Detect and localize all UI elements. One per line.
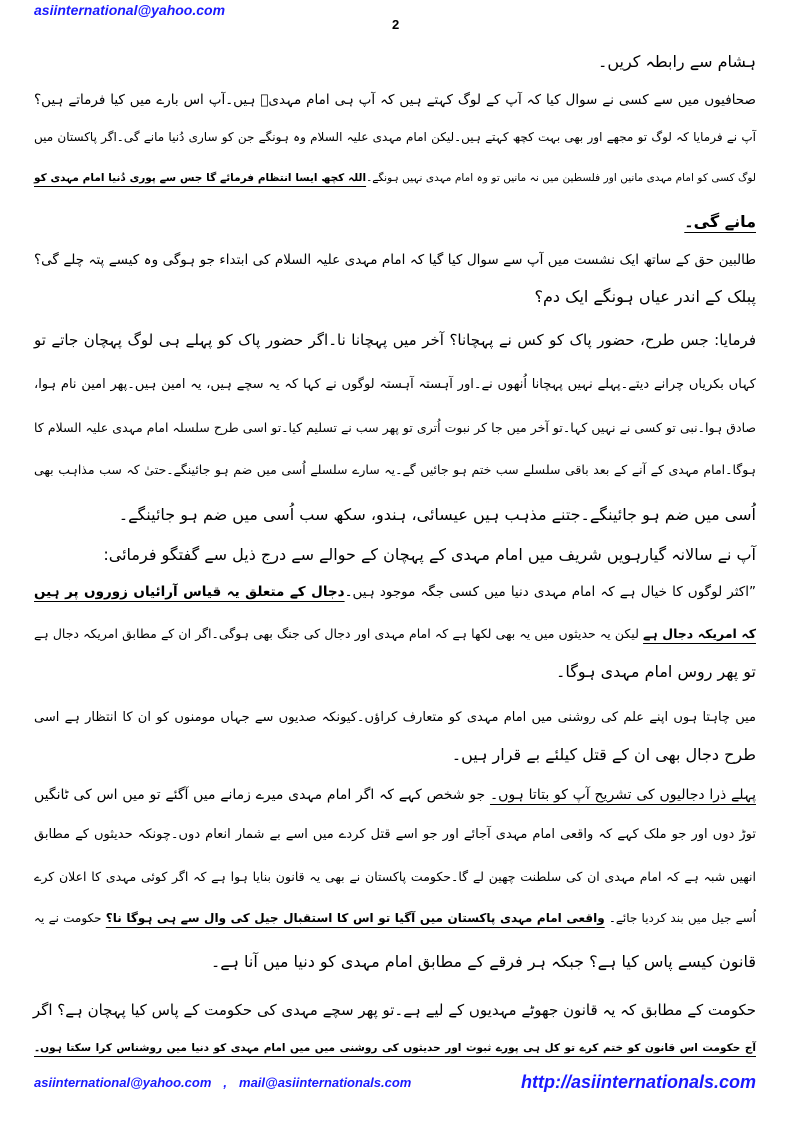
text-line [34, 453, 756, 487]
text-segment: انھیں شبہ ہے کہ امام مہدی ان کی سلطنت چھین لے گا۔حکومت پاکستان نے بھی یہ قانون بنایا ہوا ہے کہ اگر کوئی مہدی کا اعلان کرے [34, 869, 756, 884]
emphasized-text: دجال کے متعلق یہ قیاس آرائیاں زوروں پر ہیں [34, 584, 345, 600]
text-segment: لوگ کسی کو امام مہدی مانیں اور فلسطین میں نہ مانیں تو وہ امام مہدی نہیں ہونگے۔ [366, 172, 756, 184]
text-line [34, 860, 756, 894]
text-line [34, 161, 756, 195]
text-segment: صحافیوں میں سے کسی نے سوال کیا کہ آپ کے لوگ کہتے ہیں کہ آپ ہی امام مہدیؑ ہیں۔آپ اس بارے میں کیا فرماتے ہیں؟ [34, 92, 756, 108]
text-segment: حکومت کے مطابق کہ یہ قانون جھوٹے مہدیوں کے لیے ہے۔تو پھر سچے مہدی کی حکومت کے پاس کیا پہچان ہے؟ اگر [32, 1001, 756, 1019]
text-segment: لیکن یہ حدیثوں میں یہ بھی لکھا ہے کہ امام مہدی اور دجال کی جنگ بھی ہوگی۔اگر ان کے مطابق امریکہ دجال ہے [34, 626, 644, 641]
footer-email-mail[interactable]: mail@asiinternationals.com [239, 1075, 412, 1090]
text-segment: آپ نے فرمایا کہ لوگ تو مجھے اور بھی بہت کچھ کہتے ہیں۔لیکن امام مہدی علیہ السلام وہ ہونگے جن کو ساری دُنیا مانے گی۔اگر پاکستان میں [34, 130, 756, 144]
text-line [34, 1031, 756, 1065]
text-segment: ہوگا۔امام مہدی کے آنے کے بعد باقی سلسلے سب ختم ہو جائیں گے۔یہ سارے سلسلے اُسی میں ضم ہو جائینگے۔حتیٰ کہ سب مذاہب بھی [34, 462, 756, 477]
text-line [34, 575, 756, 609]
footer-website-link[interactable]: http://asiinternationals.com [520, 1072, 756, 1092]
text-segment: طالبین حق کے ساتھ ایک نشست میں آپ سے سوال کیا گیا کہ امام مہدی علیہ السلام کی ابتداء جو ہوگی وہ کیسے پتہ چلے گی؟ [34, 252, 756, 268]
text-segment: اُسی میں ضم ہو جائینگے۔جتنے مذہب ہیں عیسائی، ہندو، سکھ سب اُسی میں ضم ہو جائینگے۔ [118, 505, 756, 524]
footer-email-yahoo[interactable]: asiinternational@yahoo.com [34, 1075, 212, 1090]
footer-emails [34, 1075, 411, 1090]
header-email: asiinternational@yahoo.com [34, 2, 226, 18]
text-line [34, 538, 793, 572]
text-line [34, 280, 756, 314]
text-segment: ہشام سے رابطہ کریں۔ [597, 52, 756, 71]
text-segment: قانون کیسے پاس کیا ہے؟ جبکہ ہر فرقے کے مطابق امام مہدی کو دنیا میں آنا ہے۔ [210, 952, 756, 971]
text-segment: آپ نے سالانہ گیارہویں شریف میں امام مہدی کے پہچان کے حوالے سے درج ذیل سے گفتگو فرمائی: [103, 545, 756, 564]
page-number: 2 [392, 17, 400, 32]
text-segment: صادق ہوا۔نبی تو کسی نے نہیں کہا۔تو آخر میں جا کر نبوت اُتری تو پھر سب نے تسلیم کیا۔تو اسی طرح سلسلہ امام مہدی علیہ السلام کا [34, 420, 756, 435]
footer [34, 1072, 756, 1094]
text-line [34, 901, 756, 935]
text-segment: اُسے جیل میں بند کردیا جائے۔ [604, 911, 757, 925]
text-line [34, 411, 756, 445]
emphasized-text: واقعی امام مہدی پاکستان میں آگیا تو اس کا استقبال جیل کی وال سے ہی ہوگا نا؟ [105, 911, 605, 925]
text-line [34, 45, 756, 79]
text-line [34, 83, 756, 117]
text-line [34, 498, 756, 532]
text-line [34, 368, 756, 402]
text-segment: ”اکثر لوگوں کا خیال ہے کہ امام مہدی دنیا میں کسی جگہ موجود ہیں۔ [344, 584, 756, 600]
text-line [34, 205, 756, 239]
text-segment: طرح دجال بھی ان کے قتل کیلئے بے قرار ہیں۔ [451, 745, 756, 764]
text-segment: کہاں بکریاں چرانے دیتے۔پہلے نہیں پہچانا اُنھوں نے۔اور آہستہ آہستہ لوگوں نے کہا کہ یہ سچے ہیں، یہ امین ہیں۔پھر امین نام ہوا، [34, 377, 757, 392]
text-segment: توڑ دوں اور جو ملک کہے کہ واقعی امام مہدی آجائے اور جو اسے قتل کردے میں اسے بے شمار انعام دوں۔چونکہ حدیثوں کے مطابق [34, 827, 756, 842]
text-line [34, 323, 756, 357]
text-segment: جو شخص کہے کہ اگر امام مہدی میرے زمانے میں آگئے تو میں اس کی ٹانگیں [34, 787, 490, 803]
text-line [34, 778, 756, 812]
text-segment: تو پھر روس امام مہدی ہوگا۔ [556, 662, 756, 681]
text-line [34, 617, 756, 651]
emphasized-text: مانے گی۔ [684, 212, 756, 231]
emphasized-text: پہلے ذرا دجالیوں کی تشریح آپ کو بتاتا ہوں۔ [489, 787, 756, 803]
text-line [34, 243, 756, 277]
emphasized-text: کہ امریکہ دجال ہے [643, 626, 756, 641]
text-line [34, 945, 756, 979]
footer-separator: , [223, 1075, 228, 1090]
text-line [34, 993, 756, 1027]
text-line [34, 818, 756, 852]
text-segment: میں چاہتا ہوں اپنے علم کی روشنی میں امام مہدی کو متعارف کراؤں۔کیونکہ صدیوں سے جہاں مومنوں کو ان کا انتظار ہے اسی [34, 710, 756, 725]
text-line [34, 655, 756, 689]
emphasized-text: اللہ کچھ ایسا انتظام فرمائے گا جس سے پوری دُنیا امام مہدی کو [34, 172, 367, 184]
text-line [34, 120, 756, 154]
text-segment: فرمایا: جس طرح، حضور پاک کو کس نے پہچانا؟ آخر میں پہچانا نا۔اگر حضور پاک کو پہلے ہی لوگ پہچان جاتے تو [34, 331, 756, 349]
emphasized-text: آج حکومت اس قانون کو ختم کرے تو کل ہی پورے ثبوت اور حدیثوں کی روشنی میں میں امام مہدی کو دنیا میں روشناس کرا سکتا ہوں۔ [34, 1042, 756, 1054]
text-segment: حکومت نے یہ [34, 911, 106, 925]
text-segment: پبلک کے اندر عیاں ہونگے ایک دم؟ [534, 287, 756, 306]
text-line [34, 701, 756, 735]
text-line [34, 738, 756, 772]
